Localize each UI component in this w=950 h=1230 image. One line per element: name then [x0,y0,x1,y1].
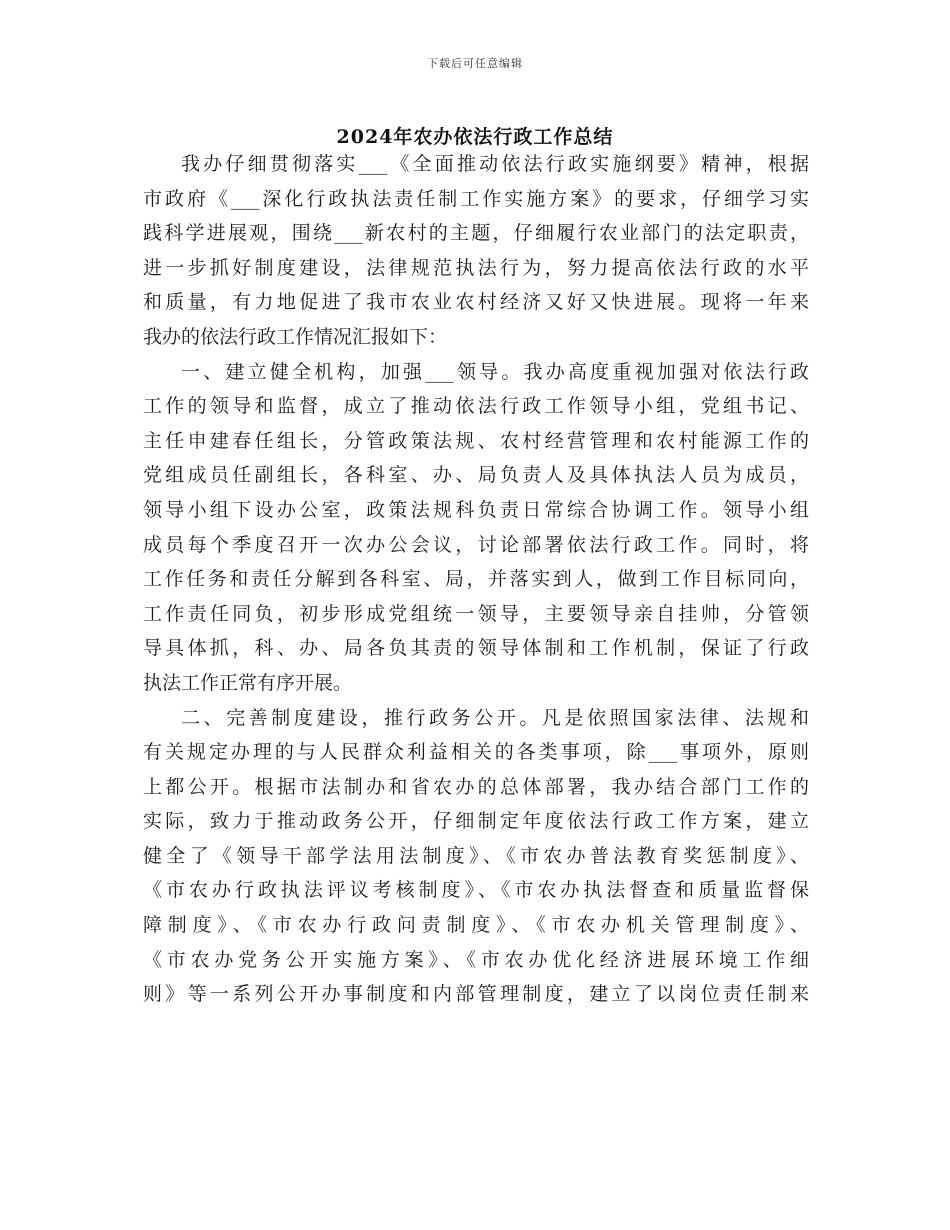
text-line: 实际，致力于推动政务公开，仔细制定年度依法行政工作方案，建立 [143,810,809,833]
text-line: 工作的领导和监督，成立了推动依法行政工作领导小组，党组书记、 [143,395,809,418]
document-title: 2024年农办依法行政工作总结 [336,126,614,148]
header-note: 下载后可任意编辑 [427,57,523,70]
text-line: 《市农办党务公开实施方案》、《市农办优化经济进展环境工作细 [143,948,809,971]
text-line: 上都公开。根据市法制办和省农办的总体部署，我办结合部门工作的 [143,775,809,798]
text-line: 主任申建春任组长，分管政策法规、农村经营管理和农村能源工作的 [143,429,809,452]
text-line: 市政府《___深化行政执法责任制工作实施方案》的要求，仔细学习实 [143,187,809,210]
text-line: 一、建立健全机构，加强___领导。我办高度重视加强对依法行政 [181,360,809,383]
text-line: 二、完善制度建设，推行政务公开。凡是依照国家法律、法规和 [181,706,809,729]
text-line: 则》等一系列公开办事制度和内部管理制度，建立了以岗位责任制来 [143,983,809,1006]
text-line: 我办仔细贯彻落实___《全面推动依法行政实施纲要》精神，根据 [181,153,809,175]
text-line: 执法工作正常有序开展。 [143,671,353,694]
text-line: 领导小组下设办公室，政策法规科负责日常综合协调工作。领导小组 [143,498,809,521]
text-line: 成员每个季度召开一次办公会议，讨论部署依法行政工作。同时，将 [143,533,809,556]
text-line: 工作任务和责任分解到各科室、局，并落实到人，做到工作目标同向， [143,568,809,591]
text-line: 有关规定办理的与人民群众利益相关的各类事项，除___事项外，原则 [143,741,809,764]
text-line: 践科学进展观，围绕___新农村的主题，仔细履行农业部门的法定职责， [143,222,809,245]
text-line: 我办的依法行政工作情况汇报如下： [143,325,448,348]
text-line: 进一步抓好制度建设，法律规范执法行为，努力提高依法行政的水平 [143,256,809,279]
document-body [143,147,809,1012]
text-line: 和质量，有力地促进了我市农业农村经济又好又快进展。现将一年来 [143,291,809,314]
text-line: 导具体抓，科、办、局各负其责的领导体制和工作机制，保证了行政 [143,637,809,660]
text-line: 党组成员任副组长，各科室、办、局负责人及具体执法人员为成员， [143,464,809,487]
text-line: 障制度》、《市农办行政问责制度》、《市农办机关管理制度》、 [143,914,809,937]
text-line: 《市农办行政执法评议考核制度》、《市农办执法督查和质量监督保 [143,879,809,902]
text-line: 健全了《领导干部学法用法制度》、《市农办普法教育奖惩制度》、 [143,844,809,867]
text-line: 工作责任同负，初步形成党组统一领导，主要领导亲自挂帅，分管领 [143,602,809,625]
